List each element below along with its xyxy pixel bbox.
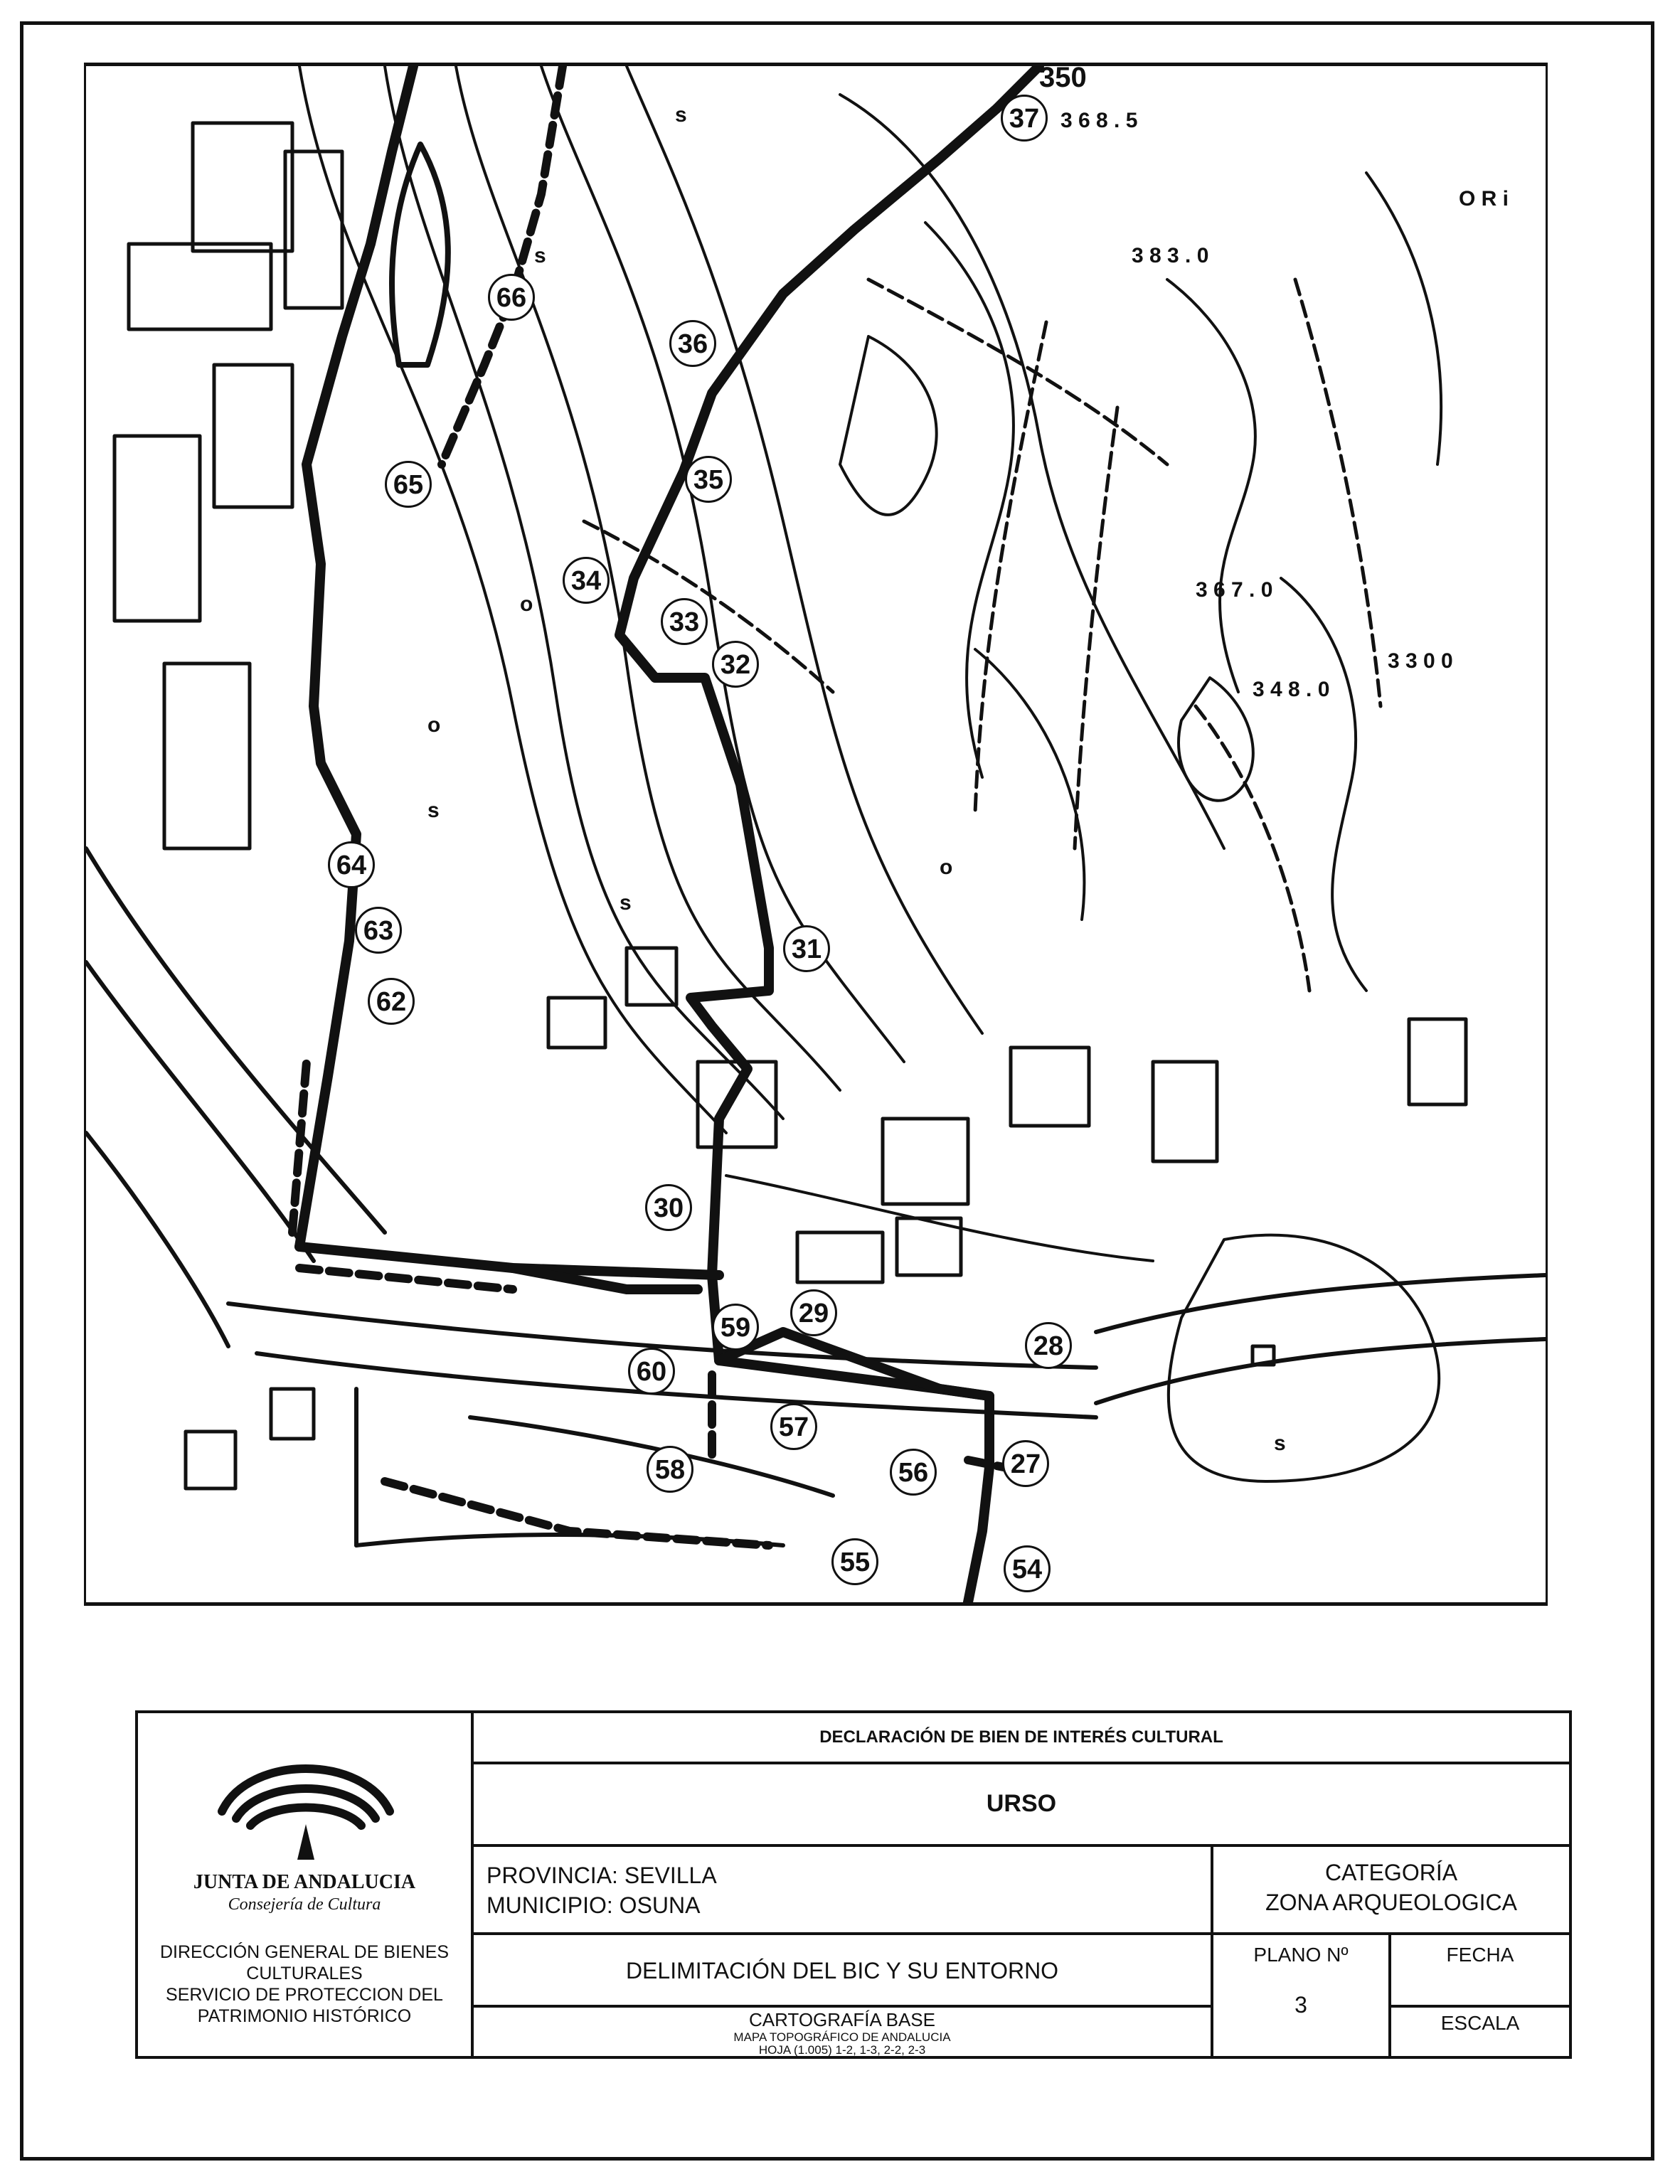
cartografia-cell	[474, 2008, 1213, 2056]
cartografia-sub-2: HOJA (1.005) 1-2, 1-3, 2-2, 2-3	[758, 2043, 926, 2057]
logo-name: JUNTA DE ANDALUCIA	[193, 1871, 416, 1893]
escala-label: ESCALA	[1440, 2012, 1520, 2034]
map-marker-55: 55	[831, 1538, 878, 1585]
map-label-s2: s	[534, 244, 546, 267]
map-marker-30: 30	[645, 1184, 692, 1231]
declaration-header: DECLARACIÓN DE BIEN DE INTERÉS CULTURAL	[819, 1727, 1223, 1747]
logo-subtitle: Consejería de Cultura	[228, 1895, 381, 1914]
map-marker-27: 27	[1002, 1440, 1049, 1487]
map-marker-65: 65	[385, 461, 432, 508]
org-line-4: PATRIMONIO HISTÓRICO	[197, 2006, 412, 2026]
map-marker-29: 29	[790, 1289, 837, 1336]
map-marker-54: 54	[1004, 1545, 1051, 1592]
categoria-cell	[1213, 1847, 1569, 1935]
topographic-map	[84, 63, 1548, 1606]
map-marker-60: 60	[628, 1348, 675, 1395]
map-label-s5: s	[1274, 1432, 1286, 1455]
map-marker-34: 34	[563, 557, 610, 604]
title-block-left-panel	[138, 1713, 474, 2056]
dashed-paths	[584, 279, 1381, 991]
hill-outline	[392, 144, 448, 365]
map-label-elevation-b: 3 8 3 . 0	[1132, 244, 1209, 267]
map-label-corner: O R i	[1459, 187, 1509, 211]
provincia-text: PROVINCIA: SEVILLA	[487, 1863, 717, 1888]
map-label-elevation-e: 3 4 8 . 0	[1253, 678, 1330, 701]
map-marker-33: 33	[661, 598, 708, 645]
map-marker-59: 59	[712, 1304, 759, 1351]
map-marker-63: 63	[355, 907, 402, 954]
map-label-o2: o	[427, 713, 441, 737]
map-label-elevation-c: 3 6 7 . 0	[1196, 578, 1273, 602]
map-marker-62: 62	[368, 978, 415, 1025]
categoria-label: CATEGORÍA	[1324, 1860, 1458, 1885]
title-block	[135, 1710, 1572, 2059]
map-drawing	[86, 66, 1546, 1602]
org-line-3: SERVICIO DE PROTECCION DEL	[166, 1985, 443, 2005]
map-marker-64: 64	[328, 841, 375, 888]
map-marker-35: 35	[685, 456, 732, 503]
delimitacion-text: DELIMITACIÓN DEL BIC Y SU ENTORNO	[625, 1958, 1059, 1983]
map-marker-57: 57	[770, 1403, 817, 1450]
map-marker-66: 66	[488, 274, 535, 321]
plano-cell	[1213, 1935, 1391, 2056]
map-marker-32: 32	[712, 641, 759, 688]
map-label-o3: o	[940, 856, 953, 879]
map-label-top-code: 350	[1039, 63, 1087, 93]
org-line-1: DIRECCIÓN GENERAL DE BIENES	[159, 1942, 450, 1962]
fecha-label: FECHA	[1446, 1944, 1514, 1966]
map-label-s1: s	[675, 103, 687, 127]
org-line-2: CULTURALES	[246, 1964, 363, 1983]
cartografia-sub-1: MAPA TOPOGRÁFICO DE ANDALUCIA	[733, 2030, 951, 2044]
map-marker-36: 36	[669, 320, 716, 367]
map-label-elevation-d: 3 3 0 0	[1388, 649, 1453, 673]
map-marker-31: 31	[783, 925, 830, 972]
monument-name: URSO	[986, 1790, 1057, 1817]
contour-lines	[299, 66, 1441, 1481]
plano-label: PLANO Nº	[1253, 1944, 1349, 1966]
municipio-text: MUNICIPIO: OSUNA	[487, 1892, 701, 1918]
escala-cell	[1391, 2008, 1569, 2056]
junta-andalucia-logo-icon	[206, 1733, 405, 1868]
plano-value: 3	[1294, 1992, 1307, 2018]
map-label-o1: o	[520, 592, 533, 616]
map-label-elevation-a: 3 6 8 . 5	[1060, 109, 1138, 132]
header-row	[474, 1713, 1569, 1764]
name-row	[474, 1764, 1569, 1847]
map-label-s4: s	[620, 891, 632, 915]
delimitacion-cell	[474, 1935, 1213, 2008]
map-marker-58: 58	[647, 1446, 693, 1493]
building-blocks	[115, 123, 1466, 1488]
map-marker-37: 37	[1001, 95, 1048, 142]
location-cell	[474, 1847, 1213, 1935]
fecha-cell	[1391, 1935, 1569, 2008]
map-label-s3: s	[427, 799, 440, 822]
cartografia-title: CARTOGRAFÍA BASE	[748, 2009, 935, 2030]
categoria-value: ZONA ARQUEOLOGICA	[1265, 1890, 1517, 1915]
map-marker-56: 56	[890, 1449, 937, 1496]
map-marker-28: 28	[1025, 1322, 1072, 1369]
